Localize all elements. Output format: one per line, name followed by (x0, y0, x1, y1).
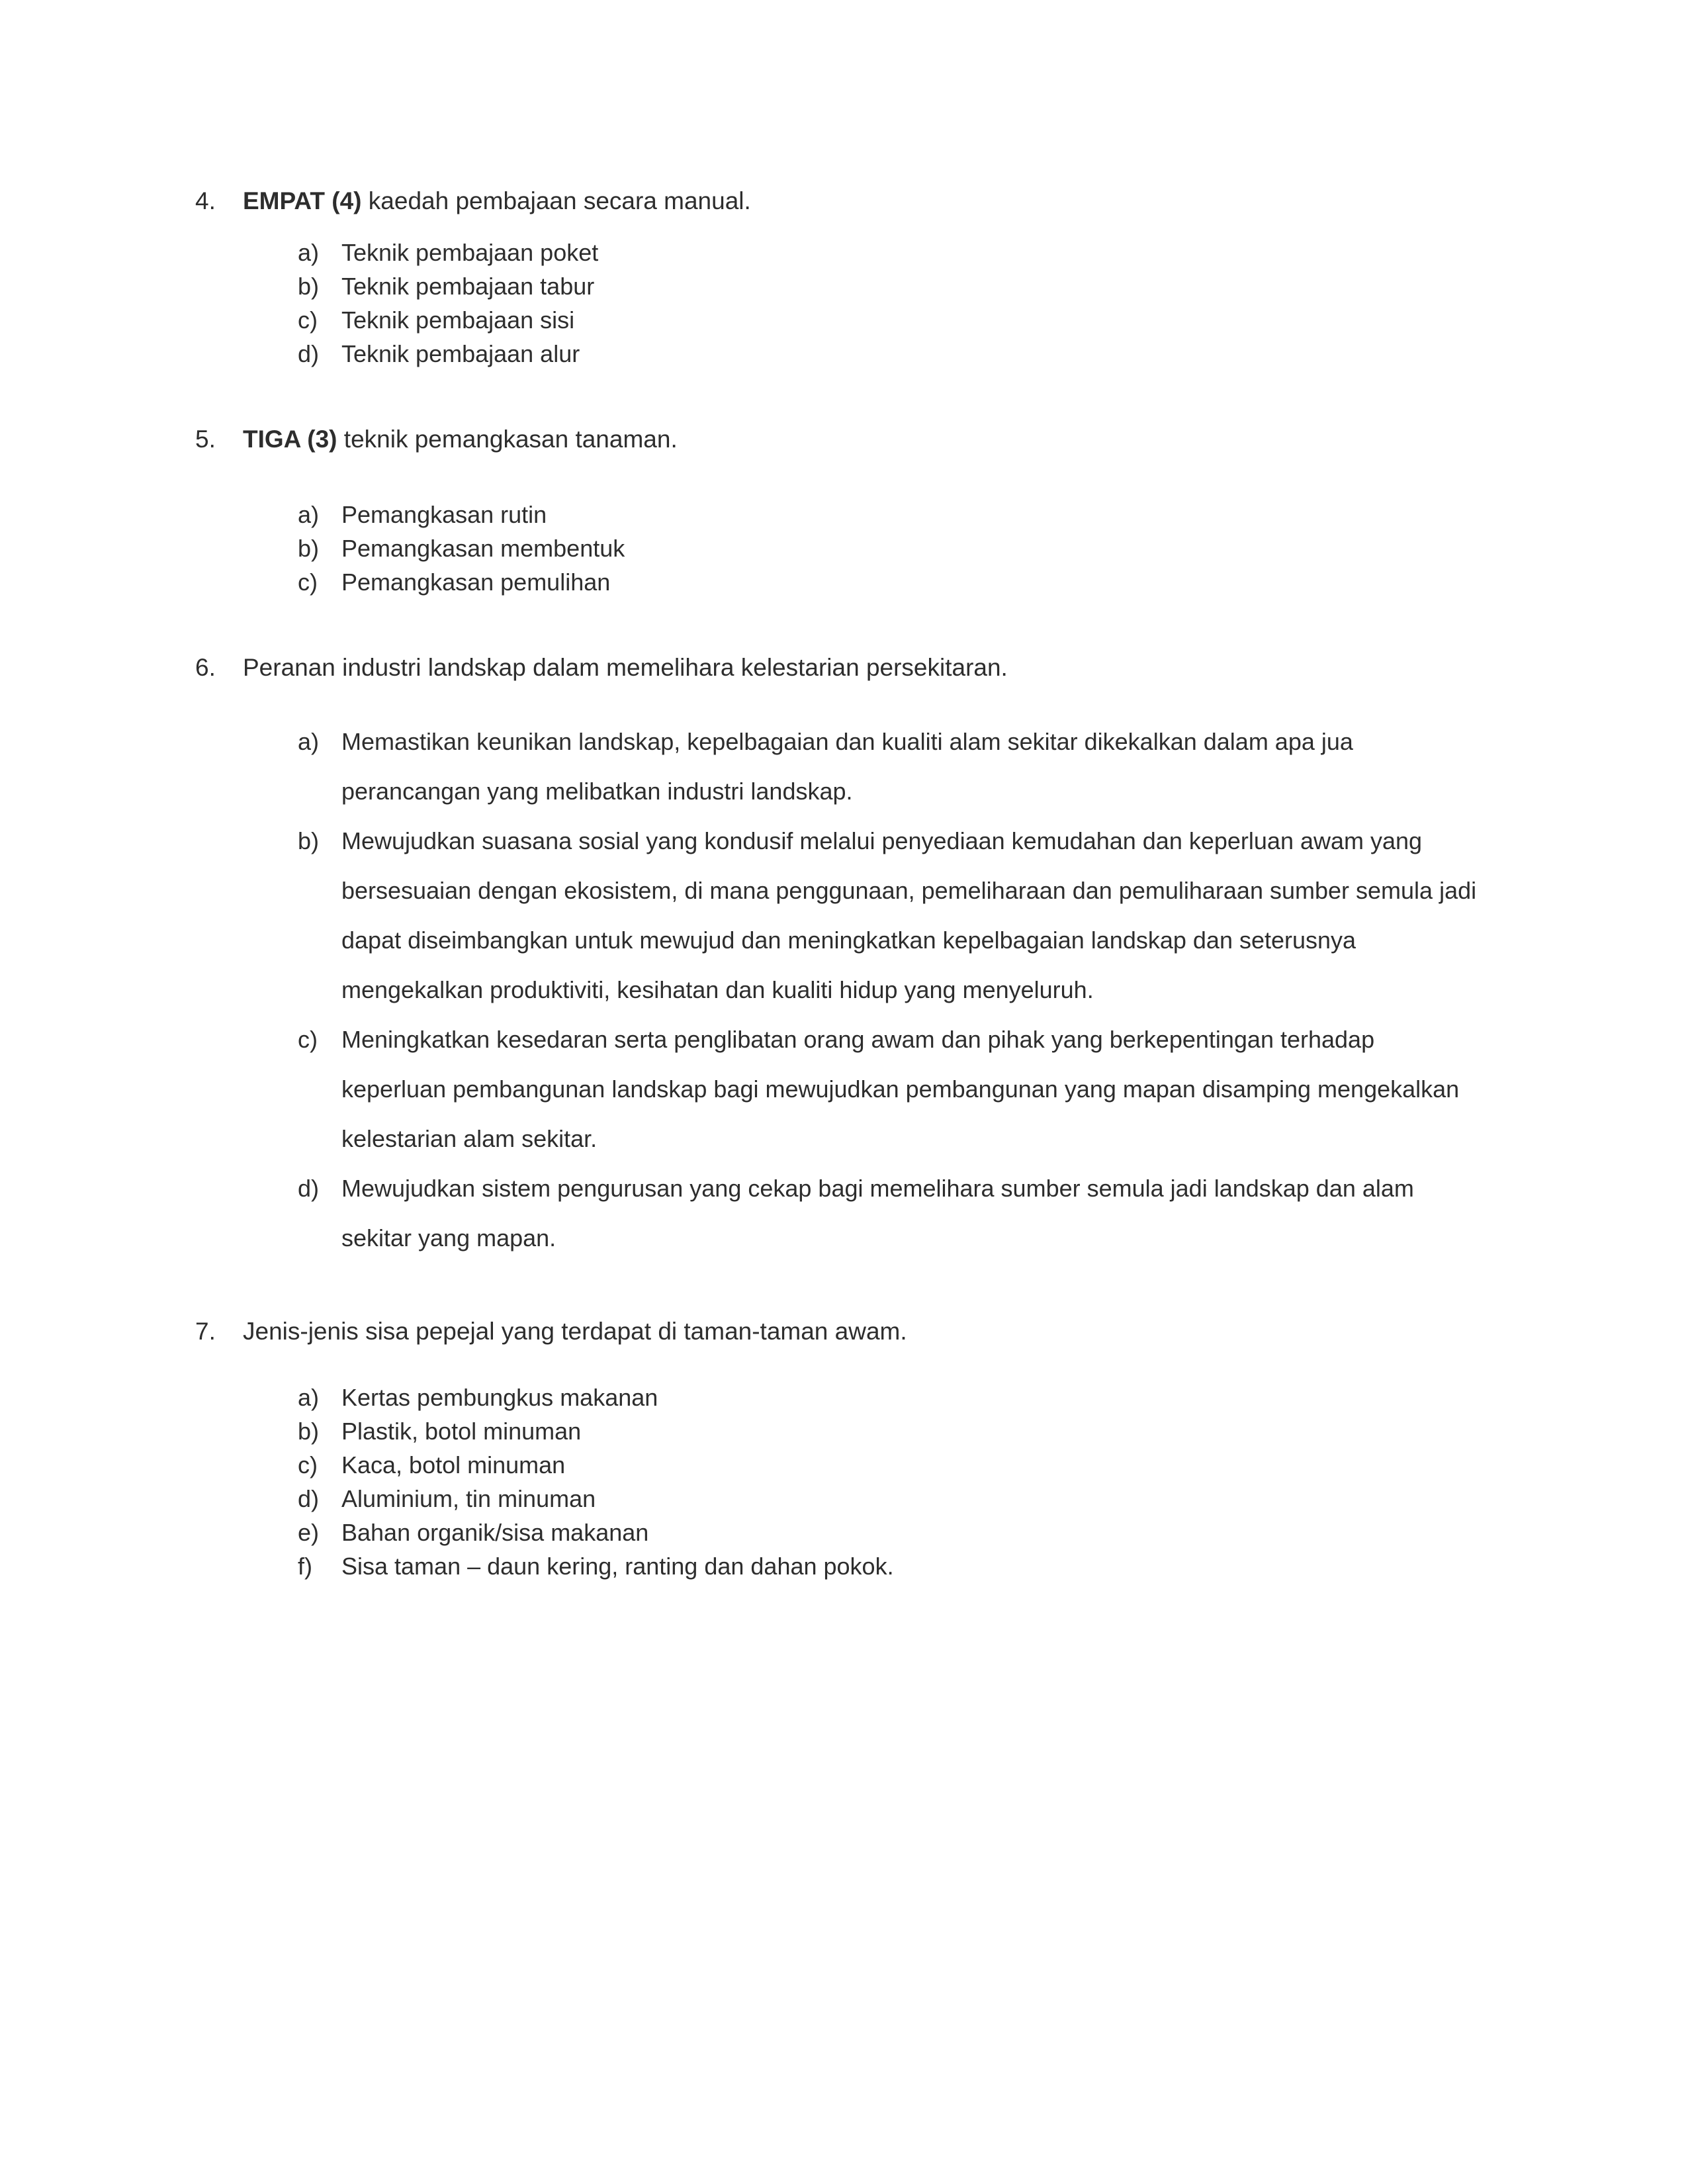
question-number: 6. (195, 654, 216, 681)
sub-label: c) (298, 306, 318, 334)
sub-label: d) (298, 1485, 320, 1512)
spacer (195, 1349, 1486, 1381)
question-lead-rest: kaedah pembajaan secara manual. (361, 187, 751, 214)
sub-label: b) (298, 535, 320, 562)
sub-label: b) (298, 273, 320, 300)
spacer (195, 1263, 1486, 1314)
sub-text: Pemangkasan rutin (341, 501, 547, 528)
list-item (298, 1448, 1486, 1482)
question-text (243, 651, 1486, 685)
sub-text: Meningkatkan kesedaran serta penglibatan orang awam dan pihak yang berkepentingan terhadap keperluan pembangunan landskap bagi mewujudkan pembangunan yang mapan disamping mengekalkan kelestarian alam sekitar. (341, 1026, 1460, 1152)
sub-text: Teknik pembajaan sisi (341, 306, 575, 334)
list-item (298, 1381, 1486, 1414)
sub-label: c) (298, 1026, 318, 1053)
list-item (298, 1516, 1486, 1549)
sub-label: b) (298, 827, 320, 854)
question-item-7 (195, 1314, 1486, 1349)
sub-text: Bahan organik/sisa makanan (341, 1519, 649, 1546)
question-number: 7. (195, 1318, 216, 1345)
spacer (195, 457, 1486, 498)
list-item (298, 816, 1486, 1015)
sublist-7 (195, 1381, 1486, 1583)
sub-text: Teknik pembajaan tabur (341, 273, 595, 300)
question-text (243, 422, 1486, 457)
list-item (298, 1163, 1486, 1263)
spacer (195, 599, 1486, 651)
list-item (298, 1549, 1486, 1583)
sub-label: d) (298, 340, 320, 367)
list-item (298, 717, 1486, 816)
question-lead-rest: Peranan industri landskap dalam memelihara kelestarian persekitaran. (243, 654, 1008, 681)
list-item (298, 236, 1486, 269)
question-item-6 (195, 651, 1486, 685)
sub-label: d) (298, 1175, 320, 1202)
sub-text: Pemangkasan membentuk (341, 535, 625, 562)
sub-text: Teknik pembajaan poket (341, 239, 599, 266)
sub-text: Kertas pembungkus makanan (341, 1384, 658, 1411)
sub-text: Teknik pembajaan alur (341, 340, 580, 367)
list-item (298, 1414, 1486, 1448)
list-item (298, 303, 1486, 337)
document-content (195, 184, 1486, 1583)
list-item (298, 1015, 1486, 1163)
spacer (195, 371, 1486, 422)
sub-label: a) (298, 1384, 320, 1411)
list-item (298, 337, 1486, 371)
sub-text: Mewujudkan sistem pengurusan yang cekap bagi memelihara sumber semula jadi landskap dan alam sekitar yang mapan. (341, 1175, 1414, 1251)
sub-label: b) (298, 1418, 320, 1445)
sub-label: e) (298, 1519, 320, 1546)
question-lead-rest: teknik pemangkasan tanaman. (337, 426, 678, 453)
question-lead-rest: Jenis-jenis sisa pepejal yang terdapat di taman-taman awam. (243, 1318, 907, 1345)
sub-text: Plastik, botol minuman (341, 1418, 582, 1445)
sub-text: Kaca, botol minuman (341, 1451, 566, 1479)
spacer (195, 685, 1486, 717)
question-item-4 (195, 184, 1486, 218)
sub-text: Sisa taman – daun kering, ranting dan dahan pokok. (341, 1553, 894, 1580)
sublist-4 (195, 236, 1486, 371)
sub-label: a) (298, 728, 320, 755)
sub-text: Memastikan keunikan landskap, kepelbagaian dan kualiti alam sekitar dikekalkan dalam apa jua perancangan yang melibatkan industri landskap. (341, 728, 1353, 805)
sub-label: c) (298, 569, 318, 596)
question-item-5 (195, 422, 1486, 457)
question-text (243, 1314, 1486, 1349)
question-lead-bold: EMPAT (4) (243, 187, 362, 214)
question-number: 5. (195, 426, 216, 453)
list-item (298, 498, 1486, 531)
question-number: 4. (195, 187, 216, 214)
list-item (298, 1482, 1486, 1516)
list-item (298, 531, 1486, 565)
question-lead-bold: TIGA (3) (243, 426, 337, 453)
question-text (243, 184, 1486, 218)
list-item (298, 565, 1486, 599)
sub-text: Pemangkasan pemulihan (341, 569, 611, 596)
sublist-5 (195, 498, 1486, 599)
sub-label: a) (298, 501, 320, 528)
spacer (195, 218, 1486, 236)
sublist-6 (195, 717, 1486, 1263)
sub-text: Mewujudkan suasana sosial yang kondusif melalui penyediaan kemudahan dan keperluan awam yang bersesuaian dengan ekosistem, di mana penggunaan, pemeliharaan dan pemuliharaan sumber semula jadi dapat diseimbangkan untuk mewujud dan meningkatkan kepelbagaian landskap dan seterusnya mengekalkan produktiviti, kesihatan dan kualiti hidup yang menyeluruh. (341, 827, 1477, 1003)
sub-label: f) (298, 1553, 312, 1580)
sub-label: a) (298, 239, 320, 266)
sub-text: Aluminium, tin minuman (341, 1485, 596, 1512)
list-item (298, 269, 1486, 303)
sub-label: c) (298, 1451, 318, 1479)
